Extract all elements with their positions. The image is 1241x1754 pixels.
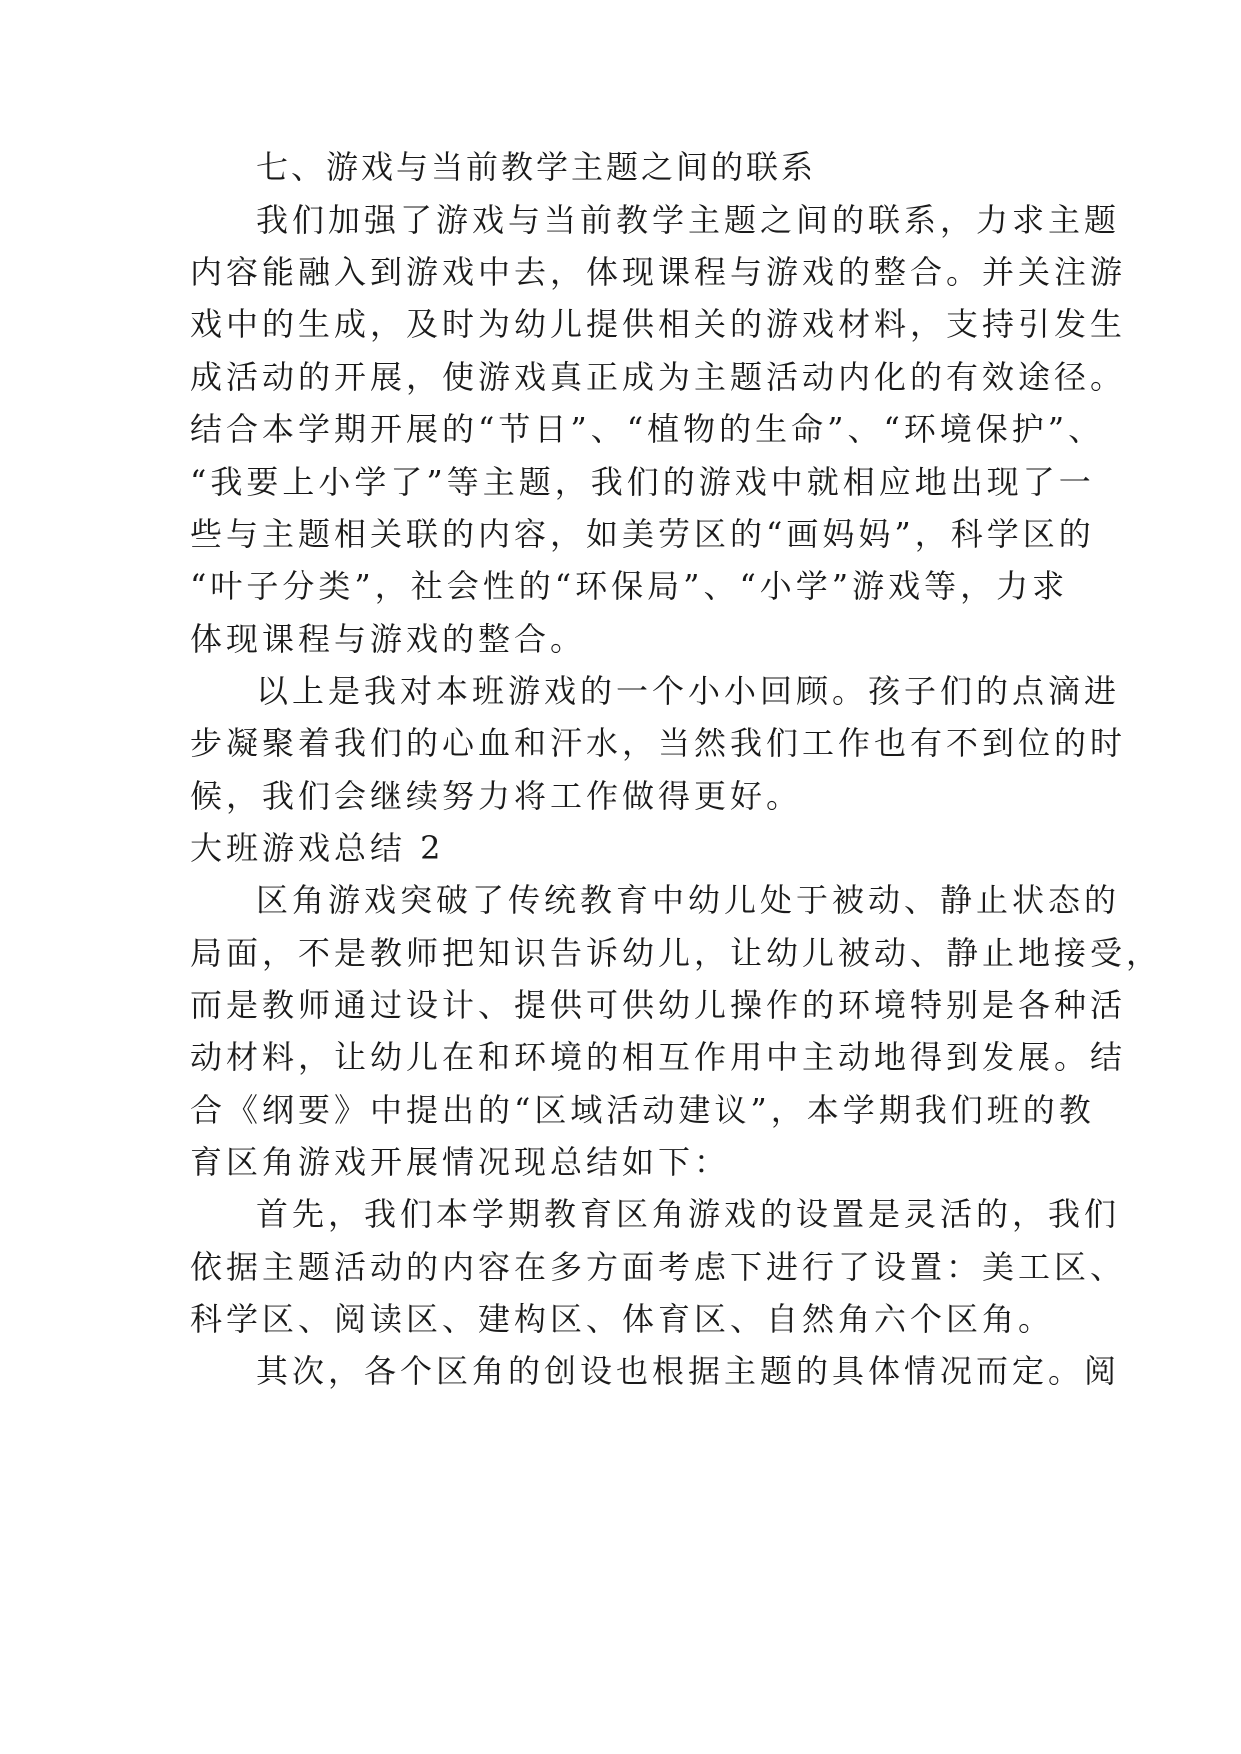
paragraph-line: 我们加强了游戏与当前教学主题之间的联系，力求主题 xyxy=(256,201,1121,239)
paragraph-line: 其次，各个区角的创设也根据主题的具体情况而定。阅 xyxy=(256,1352,1121,1390)
paragraph-line: 内容能融入到游戏中去，体现课程与游戏的整合。并关注游 xyxy=(190,253,1127,291)
paragraph-line: 步凝聚着我们的心血和汗水，当然我们工作也有不到位的时 xyxy=(190,724,1127,762)
paragraph-line: 合《纲要》中提出的“区域活动建议”，本学期我们班的教 xyxy=(190,1091,1095,1129)
paragraph-line: 体现课程与游戏的整合。 xyxy=(190,620,587,658)
paragraph-line: 首先，我们本学期教育区角游戏的设置是灵活的，我们 xyxy=(256,1195,1121,1233)
paragraph-line: 戏中的生成，及时为幼儿提供相关的游戏材料，支持引发生 xyxy=(190,305,1127,343)
paragraph-line: 成活动的开展，使游戏真正成为主题活动内化的有效途径。 xyxy=(190,358,1127,396)
paragraph-line: “我要上小学了”等主题，我们的游戏中就相应地出现了一 xyxy=(190,463,1095,501)
paragraph-line: 科学区、阅读区、建构区、体育区、自然角六个区角。 xyxy=(190,1300,1055,1338)
paragraph-line: 依据主题活动的内容在多方面考虑下进行了设置：美工区、 xyxy=(190,1248,1127,1286)
paragraph-line: 些与主题相关联的内容，如美劳区的“画妈妈”，科学区的 xyxy=(190,515,1095,553)
paragraph-line: 而是教师通过设计、提供可供幼儿操作的环境特别是各种活 xyxy=(190,986,1127,1024)
paragraph-line: 以上是我对本班游戏的一个小小回顾。孩子们的点滴进 xyxy=(256,672,1121,710)
paragraph-line: 结合本学期开展的“节日”、“植物的生命”、“环境保护”、 xyxy=(190,410,1105,448)
paragraph-line: “叶子分类”，社会性的“环保局”、“小学”游戏等，力求 xyxy=(190,567,1069,605)
paragraph-line: 局面，不是教师把知识告诉幼儿，让幼儿被动、静止地接受， xyxy=(190,934,1163,972)
paragraph-line: 区角游戏突破了传统教育中幼儿处于被动、静止状态的 xyxy=(256,881,1121,919)
section-heading: 七、游戏与当前教学主题之间的联系 xyxy=(256,148,817,186)
document-title: 大班游戏总结 2 xyxy=(190,829,445,867)
paragraph-line: 候，我们会继续努力将工作做得更好。 xyxy=(190,777,803,815)
paragraph-line: 动材料，让幼儿在和环境的相互作用中主动地得到发展。结 xyxy=(190,1038,1127,1076)
paragraph-line: 育区角游戏开展情况现总结如下： xyxy=(190,1143,731,1181)
